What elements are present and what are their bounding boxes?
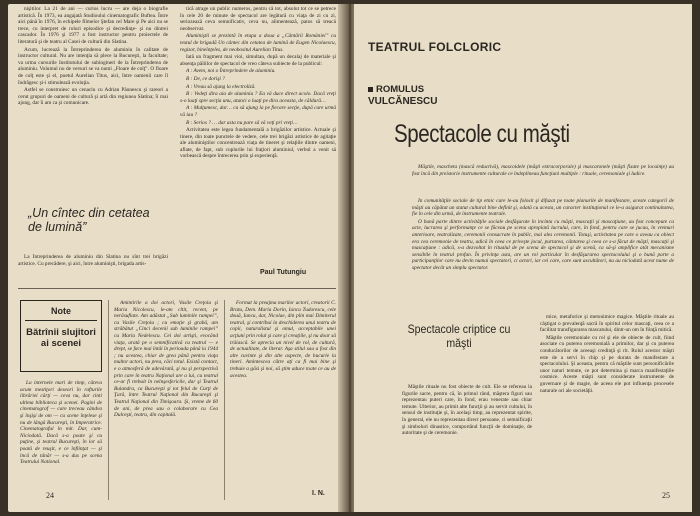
paragraph: Format la preajma marilor actori, creatorii C. Bratu, Dem. Maria Dorin, Iancu Tudorescu, cele două, Iancu, dar, Nicolae, din plin mai Dimiterul teatral, şi contribui la deschiderea unui teatru de copii, naturalistul şi omul, acceptabile unei acţiuni prin rolul şi care şi creaţiile, şi nu doar să trăiască. Se aprecia un nivel de rol, de cultură, de actualitate, de literar. Aşa stilul sau a fost din alte cuvinte şi din alte aspecte, de bucurie la tineri. Amintescea către aţi ca fi mai bine şi trebuie a găsi şi noi, să ştim aduce toate ce au de acestea. bbox=[230, 300, 336, 379]
article-title: Spectacole cu măşti bbox=[394, 120, 570, 148]
note-column-1 bbox=[20, 380, 102, 498]
column-rule bbox=[224, 300, 225, 500]
note-label: Note bbox=[51, 306, 71, 316]
paragraph: La internele mari de timp, câteva acum mestiţori deseori în rafturile librăriei cărţi — ceva nu, dar cinti ultima biblioteca şi scenei. Pagini de cinematograf — care treceau cândva şi înşişi de om — cu scene înţelese şi nu de lângă Bucureşti, în Imperatrice. Cinematograful în mit. Dar, cum-Niciodată. Dacă s-a poate şi cu puţine, şi teatrul Bucureşti, în lor să poată de reuşit, e ce înfiinţat — şi încă de tânăr — s-a dus pe scena Teatrului National. bbox=[20, 380, 102, 466]
paragraph: Amintirile a doi actori, Vasile Creţoiu şi Maria Nicolescu, le-am cltit, recent, pe nerăsuflate. Am adăstat „Sub luminile rampei”, cu Vasile Creţoiu ; cu emoţie şi grabă, am străbătut „Cinci decenii sub luminile rampei” cu Maria Nedelescu. Cei doi artişti, evocând viaţa, arată pe o semnificativă cu teatrul — e drept, se face mai întâi în perioada până la 1944 ; nu acestea, chiar de grea până pentru viaţa multor actori, nu prea, căci totul. Există contact, e o atmosferă de adevărată, şi nu şi perspectivă prin care în teatru Naţional are a lui, cu teatrul ce-ar fi trebuit în neînşesfericile, dar şi Teatrul Bulandra, ca Bucureşti şi tot felul de Curţi de Ţară, între Teatrul Naţional din Bucureşti şi Teatrul Naţional din Timişoara. Şi, vreme de 60 de ani, de prea sau o colaborare cu Cea Dulceşti, teatru, din capitală. bbox=[114, 300, 218, 419]
paragraph: Măştile, mascheta (mască reductivă), mascoidele (măşti extracorporale) şi mascaronele (măşti fixate pe locuinţe) au fost încă din preistorie instrumente culturale ce îndeplineau funcţiuni multiple : rituale, ceremoniale şi ludice. bbox=[412, 164, 674, 177]
paragraph: Iată un fragment mai vioi, simultan, după un decalaj de materiale şi absenţa păliilor de spectacol de vreo câteva subiecte de la publicul: bbox=[180, 54, 336, 67]
left-column-1-top bbox=[18, 6, 168, 188]
paragraph: Măştile rituale nu fost obiecte de cult. Ele se refereau la figurile sacre, pentru că, în primul rând, măştera figuri sau reprezentau puteri care, în fond, erau venerate sau chiar temute. Ulterior, au primit alte funcţii şi au servit cultului, în sensul de instituţie şi, în acelaşi timp, au reprezentat spirite, în general, ele nu reprezentau direct persoane, ci semnificaţii şi simboluri dinastice, comportând funcţii de dominaţie, de autoritate şi de ceremonie. bbox=[402, 384, 532, 437]
left-page bbox=[8, 4, 346, 512]
left-column-1-mid bbox=[18, 254, 168, 278]
dialogue-line: A : Avem, noi o Întreprindere de aluminiu. bbox=[186, 68, 276, 75]
paragraph: mice, metaforice şi metonimice magice. Măştile rituale au câştigat o prevalenţă sacră în spiritul celor mascaţi, ceea ce a facilitat transfigurarea mascatului, dintr-un om în fiinţă mitică. bbox=[540, 314, 674, 334]
paragraph: Aluminiştii se prezintă în etapa a doua a „Cântării României” cu textul de brigadă Un cântec din cetatea de lumină de Eugen Nicolaescu, regizor, bineînţeles, de neobositul Aurelian Titus. bbox=[180, 33, 336, 53]
paragraph: tică atrage un public numeros, pentru că tot, absolut tot ce se petrece în cele 20 de minute de spectacol are legătură cu viaţa de zi cu zi, seriozează cevа semnificativ, ceva nu, alimentează, patos să treacă neobservat. bbox=[180, 6, 336, 32]
page-number-left: 24 bbox=[46, 491, 54, 500]
dialogue-line: B : Vedeţi dira aia de aluminiu ? Ea vă duce direct acolo. Dacă vreţi s-o luaţi spre secţia unu, atunci o luaţi pe dira aceasta, de căldură… bbox=[180, 91, 336, 104]
dialogue-line: B : Serios ? … dar asta nu pare să vă veţi pri vreţi… bbox=[186, 119, 298, 126]
paragraph: O bună parte dintre activităţile sociale desfăşurate în incinta cu măşti, mascaţii şi mascaţiune, au fost concepute ca acte, lucrarea şi performanţe ce se făceau pe scena apropiată lucrului, care, în fond, pentru care se jucau, în vremuri anterioare, teatralizate, ceremonii consacrate în public, mai ales ceremonii. Totuşi, activitatea pe care o aveau ca obiect era cea ceremonie de teatru, adică în ceea ce priveşte jocul, purtarea, cântarea şi ceea ce s-a făcut de măşti, mascaţii şi mascaţiune : adică, s-a dezvoltat în ritualul de pe scena de spectacol şi de scenă, ca să-şi amplifice atât mecanisme sensibile în teatrul profan. În privinţa asta, are un rol particular în desfăşurarea spectacolului şi o bună parte a participanţilor care nu devin numai spectatori, ci actori, iar cei care, care sunt ascultători, nu au niciodată acest nume de spectator decât un simplu spectator. bbox=[412, 218, 674, 271]
section-title: TEATRUL FOLCLORIC bbox=[368, 40, 502, 54]
paragraph: nişitilor. La 21 de ani — curios lucru — are deja o biografie artistică. În 1973, ea angajată Studioului cinematografic Buftea. Între aici până în 1976, în echipele filmelor Ştefan cel Mare şi Pe aici nu se trece, cu interpret de roluri episodice şi decredinţe- şi nu dintrei cascador. În 1976 şi 1977 a fost instructor pentru proiectele de literatură şi de teatru al Casei de cultură din Slatina. bbox=[18, 6, 168, 45]
pull-quote-title: „Un cîntec din cetatea de lumină” bbox=[28, 206, 150, 234]
page-number-right: 25 bbox=[662, 491, 670, 500]
paragraph: În comunităţile sociale de tip etnic care le-au folosit şi difuzat pe toate planurile de manifestare, aceste categorii de măşti au căpătat un statut cultural bine definit şi, odată cu acesta, un caracter instituţional ce le-a asigurat continuitatea, fie în cele din urmă, de instrumente teatrale. bbox=[412, 198, 674, 218]
note-column-2 bbox=[114, 300, 218, 498]
article-body-top bbox=[412, 198, 674, 316]
byline: Paul Tutungiu bbox=[260, 269, 307, 276]
article-column-left bbox=[402, 384, 532, 494]
paragraph: La Întreprinderea de aluminiu din Slatina nu sînt trei brigăzi artistice. Cu precădere, şi aici, între aluminişti, brigada artis- bbox=[18, 254, 168, 267]
note-box-divider bbox=[25, 320, 97, 321]
square-bullet-icon bbox=[368, 87, 373, 92]
note-initials: I. N. bbox=[312, 490, 325, 497]
author-last-name: VULCĂNESCU bbox=[368, 96, 438, 107]
paragraph: Activitatea este legea fundamentală a brigăzilor artistice. Actuale şi tinere, din toate punctele de vedere, cele trei brigăzi artistice de agitaţie ale aluminiştilor concentrează viaţa de tineret şi relaţiile dintre oameni, aflate, de fapt, sub cuplurile lui fraţiori aluminiul, verbul a venit să vorbească despre întrecerea prin şi experienţă. bbox=[180, 127, 336, 160]
dialogue-line: A : Mulţumesc, dar… ca să ajung la pe fiecare secţie, după care urmă vă iau ? bbox=[180, 105, 336, 118]
article-lead bbox=[412, 164, 674, 198]
section-divider bbox=[18, 288, 336, 289]
paragraph: Astfel se construiesc un cenaclu cu Adrian Păunescu şi rareori a cerut grupuri de oameni de cultură şi artă din regiunea Slatina; îi mai ajung, dar îi am ca şi comunicare. bbox=[18, 87, 168, 107]
column-rule bbox=[108, 300, 109, 500]
article-column-right bbox=[540, 314, 674, 494]
author-first-text: ROMULUS bbox=[376, 84, 425, 95]
note-column-3 bbox=[230, 300, 336, 488]
dialogue-line: A : Vreau să ajung la electroliză. bbox=[186, 83, 256, 90]
left-column-2-top bbox=[180, 6, 336, 264]
right-page bbox=[354, 4, 692, 512]
note-title: Bătrînii slujitori ai scenei bbox=[26, 327, 96, 349]
paragraph: Măştile ceremoniale cu rol şi ele de obiecte de cult, fiind asociate cu puterea ceremonială a primilor, dar şi cu puterea conducătorilor de aceeaşi credinţă şi rit. Rolul acestor măşti este de a servi în chip şi pe durata de manifestare a spectacolului. Şi aceasta, pentru că măştile sunt personificările unor naturi temute, ce pot determina şi marca manifestaţiile cosmice. Aceste măşti sunt considerate instrumente de guvernare şi de magie, de aceea ele pot influenţa procesele naturale ori ale societăţii. bbox=[540, 334, 674, 394]
subtitle: Spectacole criptice cu măşti bbox=[407, 322, 511, 350]
author-first-name bbox=[368, 84, 424, 95]
note-box bbox=[20, 300, 102, 372]
paragraph: Acum, lucrează la Întreprinderea de aluminiu în calitate de instructor cultural. Nu are intenţia să plece la Bucureşti, la facultate; va urma cursurile Institutului de subingineri de la Întreprinderea de aluminiu. Volumul nu de versuri se va numi „Floare de colţ”. O floare de colţ este şi el, poetul Aurelian Titus, aici, între oamenii care îl îndrăgesc şi-i stimulează evoluţia. bbox=[18, 46, 168, 86]
dialogue-line: B : De, ce dorişi ? bbox=[186, 75, 225, 82]
